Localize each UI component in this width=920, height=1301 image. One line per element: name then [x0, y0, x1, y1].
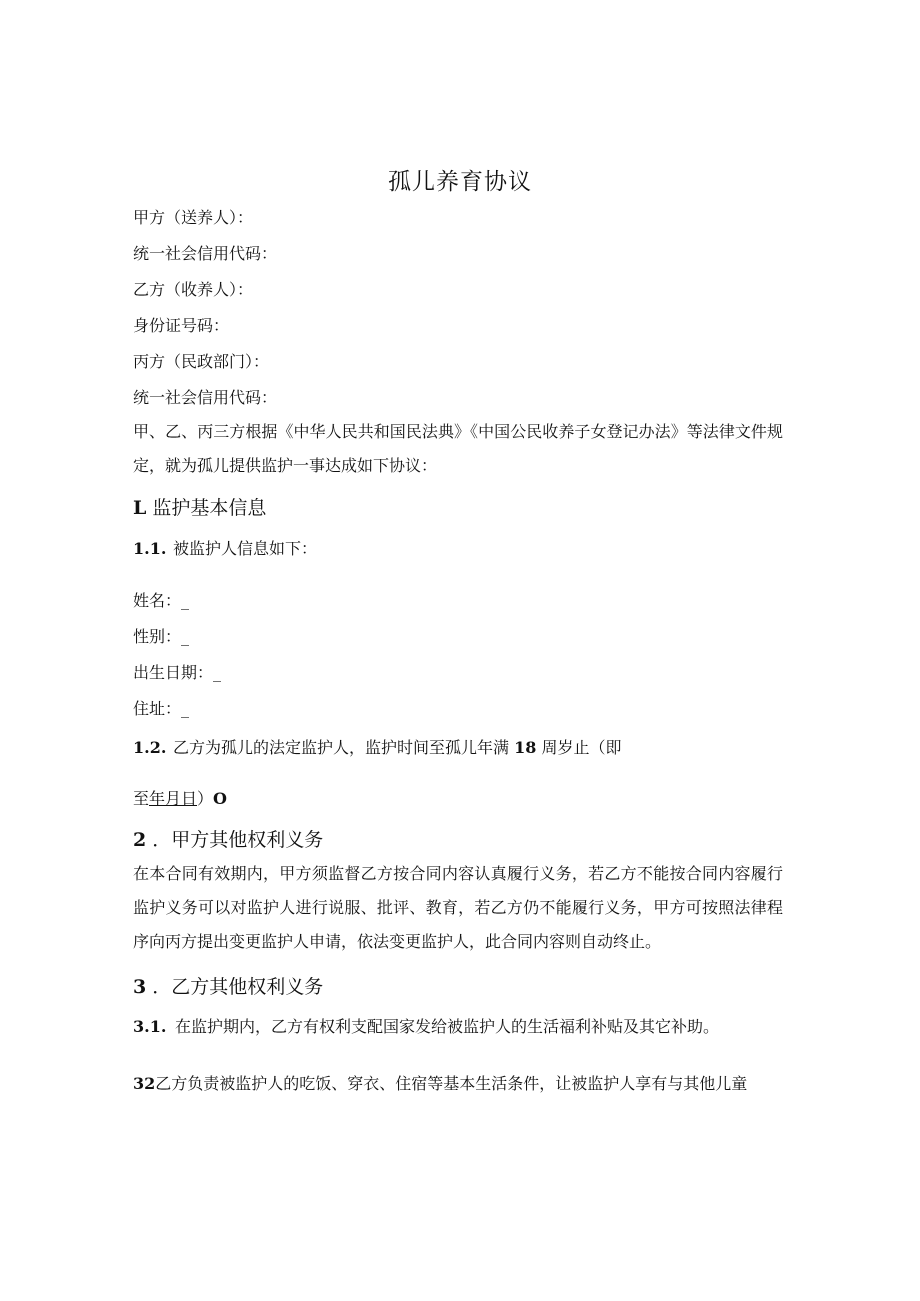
clause-3-2: [133, 1074, 747, 1094]
party-c-credit-code-label: 统一社会信用代码：: [133, 388, 278, 407]
party-a-credit-code-label: 统一社会信用代码：: [133, 244, 278, 263]
section-3-heading: [133, 975, 323, 999]
clause-1-2-age: 18: [514, 738, 537, 757]
clause-1-2-number: 1.2.: [133, 738, 167, 757]
ward-address-field: 住址：_: [133, 699, 190, 718]
ward-gender-field: 性别：_: [133, 627, 190, 646]
party-b-label: 乙方（收养人）：: [133, 280, 254, 299]
clause-1-1: [133, 539, 317, 559]
clause-1-2: [133, 738, 621, 758]
ward-birthdate-field: 出生日期：_: [133, 663, 222, 682]
clause-1-1-number: 1.1.: [133, 539, 167, 558]
section-3-number: 3: [133, 976, 147, 998]
clause-3-1-number: 3.1.: [133, 1017, 167, 1036]
party-b-id-label: 身份证号码：: [133, 316, 230, 335]
section-2-body: 在本合同有效期内，甲方须监督乙方按合同内容认真履行义务，若乙方不能按合同内容履行监护义务可以对监护人进行说服、批评、教育，若乙方仍不能履行义务，甲方可按照法律程序向丙方提出变更监护人申请，依法变更监护人，此合同内容则自动终止。: [133, 864, 783, 951]
section-2-heading: [133, 828, 323, 852]
clause-1-2-until: 至: [133, 789, 150, 808]
clause-1-1-text: 被监护人信息如下：: [173, 539, 318, 558]
party-c-label: 丙方（民政部门）：: [133, 352, 270, 371]
section-2-number: 2: [133, 829, 147, 851]
clause-1-2-date-blank: 年月日: [149, 789, 198, 808]
clause-1-2-close-paren: ）: [197, 789, 214, 808]
section-1-number: L: [133, 497, 147, 519]
document-title: 孤儿养育协议: [388, 169, 532, 195]
intro-paragraph: 甲、乙、丙三方根据《中华人民共和国民法典》《中国公民收养子女登记办法》等法律文件规定，就为孤儿提供监护一事达成如下协议：: [133, 422, 783, 475]
clause-3-2-number: 32: [133, 1074, 156, 1093]
clause-1-2-text-b: 周岁止（即: [541, 738, 622, 757]
ward-name-field: 姓名：_: [133, 591, 190, 610]
section-1-title: 监护基本信息: [152, 497, 267, 519]
party-a-label: 甲方（送养人）：: [133, 208, 254, 227]
section-1-heading: [133, 496, 266, 520]
clause-3-2-text: 乙方负责被监护人的吃饭、穿衣、住宿等基本生活条件，让被监护人享有与其他儿童: [155, 1074, 748, 1093]
clause-1-2-end-mark: O: [213, 789, 227, 808]
section-2-title: ．甲方其他权利义务: [152, 829, 324, 851]
clause-1-2-continuation: [133, 789, 227, 809]
clause-3-1: [133, 1017, 719, 1037]
clause-1-2-text-a: 乙方为孤儿的法定监护人，监护时间至孤儿年满: [173, 738, 510, 757]
clause-3-1-text: 在监护期内，乙方有权利支配国家发给被监护人的生活福利补贴及其它补助。: [175, 1017, 720, 1036]
section-3-title: ．乙方其他权利义务: [152, 976, 324, 998]
